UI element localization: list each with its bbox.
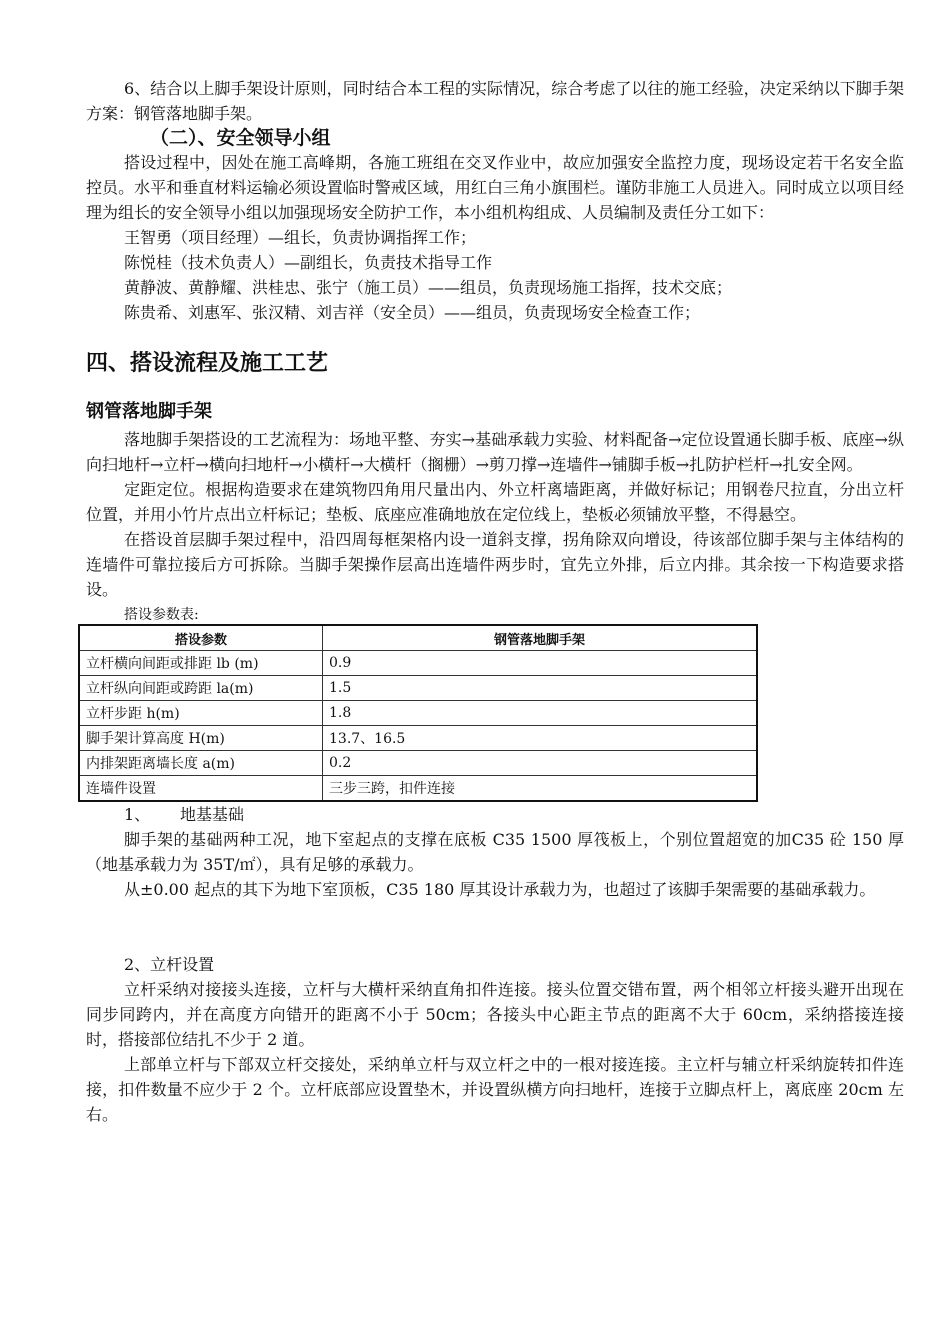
paragraph-first-layer: 在搭设首层脚手架过程中，沿四周每框架格内设一道斜支撑，拐角除双向增设，待该部位脚手架与主体结构的连墙件可靠拉接后方可拆除。当脚手架操作层高出连墙件两步时，宜先立外排，后立内排。其余按一下构造要求搭设。	[86, 530, 904, 599]
table-header: 搭设参数	[79, 625, 323, 651]
paragraph-safety: 搭设过程中，因处在施工高峰期，各施工班组在交叉作业中，故应加强安全监控力度，现场设定若干名安全监控员。水平和垂直材料运输必须设置临时警戒区域，用红白三角小旗围栏。谨防非施工人员进入。同时成立以项目经理为组长的安全领导小组以加强现场安全防护工作，本小组机构组成、人员编制及责任分工如下：	[86, 153, 904, 222]
heading-process: 四、搭设流程及施工工艺	[86, 351, 329, 376]
paragraph-foundation-1: 脚手架的基础两种工况，地下室起点的支撑在底板 C35 1500 厚筏板上，个别位置超宽的加C35 砼 150 厚（地基承载力为 35T/㎡），具有足够的承载力。	[86, 830, 904, 874]
paragraph-flow: 落地脚手架搭设的工艺流程为：场地平整、夯实→基础承载力实验、材料配备→定位设置通长脚手板、底座→纵向扫地杆→立杆→横向扫地杆→小横杆→大横杆（搁栅）→剪刀撑→连墙件→铺脚手板→扎防护栏杆→扎安全网。	[86, 430, 904, 474]
table-row	[79, 651, 757, 676]
document-page	[86, 76, 904, 1127]
table-row	[79, 776, 757, 802]
paragraph-pole-2: 上部单立杆与下部双立杆交接处，采纳单立杆与双立杆之中的一根对接连接。主立杆与辅立杆采纳旋转扣件连接，扣件数量不应少于 2 个。立杆底部应设置垫木，并设置纵横方向扫地杆，连接于立脚点杆上，离底座 20cm 左右。	[86, 1055, 904, 1124]
table-header-row	[79, 625, 757, 651]
table-row	[79, 676, 757, 701]
table-cell: 内排架距离墙长度 a(m)	[79, 751, 323, 776]
table-cell: 1.5	[323, 676, 758, 701]
table-cell: 0.9	[323, 651, 758, 676]
table-cell: 立杆横向间距或排距 lb (m)	[79, 651, 323, 676]
item-foundation	[86, 802, 904, 827]
paragraph-scheme: 6、结合以上脚手架设计原则，同时结合本工程的实际情况，综合考虑了以往的施工经验，决定采纳以下脚手架方案：钢管落地脚手架。	[86, 79, 904, 123]
heading-steel-scaffold: 钢管落地脚手架	[86, 401, 212, 422]
table-cell: 0.2	[323, 751, 758, 776]
table-cell: 1.8	[323, 701, 758, 726]
table-cell: 立杆纵向间距或跨距 la(m)	[79, 676, 323, 701]
table-header: 钢管落地脚手架	[323, 625, 758, 651]
member-line: 陈贵希、刘惠军、张汉精、刘吉祥（安全员）——组员，负责现场安全检查工作；	[124, 303, 701, 322]
table-row	[79, 751, 757, 776]
table-cell: 连墙件设置	[79, 776, 323, 802]
table-row	[79, 701, 757, 726]
member-line: 王智勇（项目经理）—组长，负责协调指挥工作；	[124, 228, 477, 247]
table-cell: 13.7、16.5	[323, 726, 758, 751]
paragraph-foundation-2: 从±0.00 起点的其下为地下室顶板，C35 180 厚其设计承载力为，也超过了该脚手架需要的基础承载力。	[124, 880, 876, 899]
heading-safety-group: （二）、安全领导小组	[150, 127, 331, 149]
paragraph-pole-1: 立杆采纳对接接头连接，立杆与大横杆采纳直角扣件连接。接头位置交错布置，两个相邻立杆接头避开出现在同步同跨内，并在高度方向错开的距离不小于 50cm；各接头中心距主节点的距离不大于 60cm，采纳搭接连接时，搭接部位结扎不少于 2 道。	[86, 980, 904, 1049]
table-cell: 脚手架计算高度 H(m)	[79, 726, 323, 751]
table-cell: 立杆步距 h(m)	[79, 701, 323, 726]
table-label: 搭设参数表:	[124, 607, 199, 623]
item-title: 地基基础	[180, 805, 245, 824]
table-row	[79, 726, 757, 751]
item-pole: 2、立杆设置	[124, 955, 215, 974]
item-number: 1、	[124, 805, 151, 824]
member-line: 黄静波、黄静耀、洪桂忠、张宁（施工员）——组员，负责现场施工指挥，技术交底；	[124, 278, 733, 297]
parameter-table	[78, 624, 758, 802]
member-line: 陈悦桂（技术负责人）—副组长，负责技术指导工作	[124, 253, 493, 272]
paragraph-locate: 定距定位。根据构造要求在建筑物四角用尺量出内、外立杆离墙距离，并做好标记；用钢卷尺拉直，分出立杆位置，并用小竹片点出立杆标记；垫板、底座应准确地放在定位线上，垫板必须铺放平整，不得悬空。	[86, 480, 904, 524]
table-cell: 三步三跨，扣件连接	[323, 776, 758, 802]
